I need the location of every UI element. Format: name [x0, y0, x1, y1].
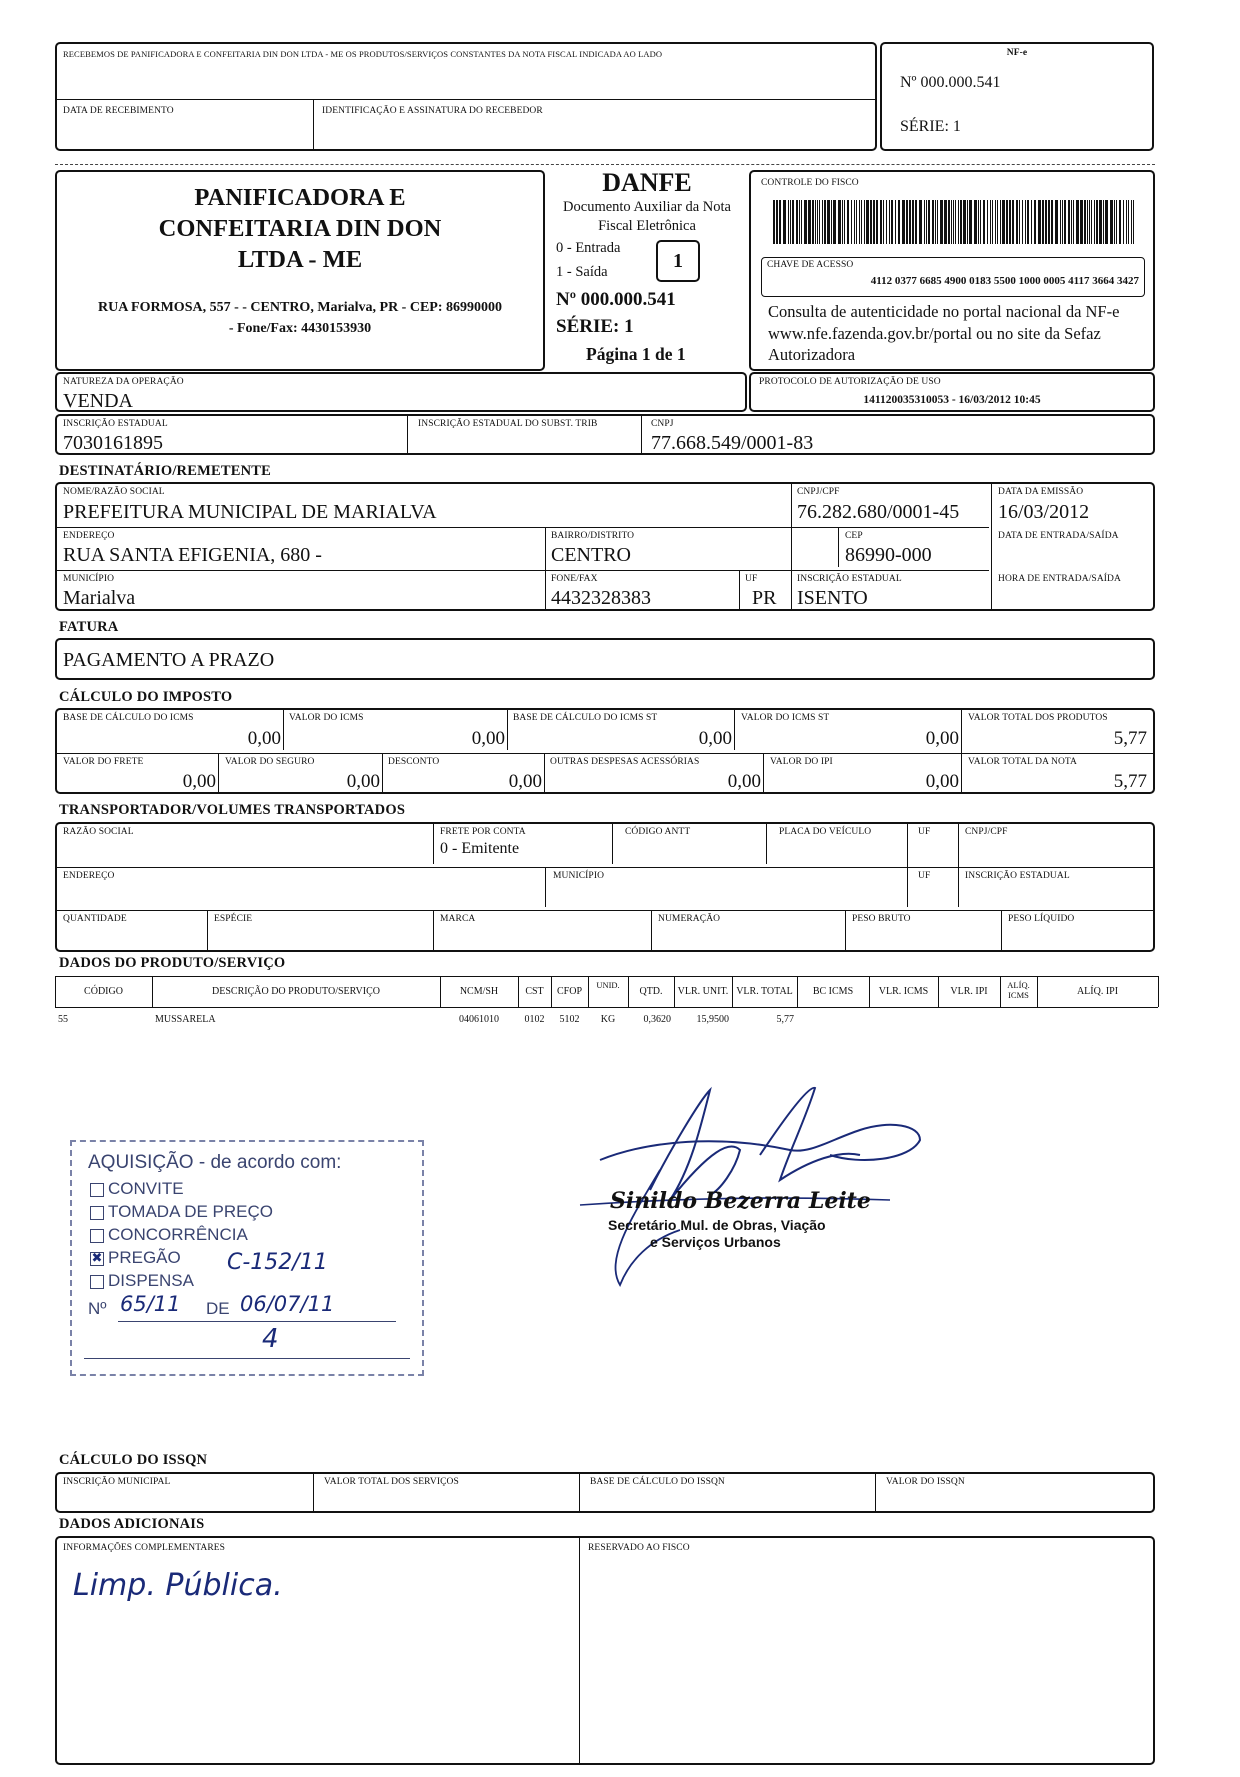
issqn-total-servicos-label: VALOR TOTAL DOS SERVIÇOS [324, 1477, 459, 1487]
produtos-cell: 55 [58, 1014, 68, 1025]
stamp-extra: 4 [262, 1324, 279, 1354]
protocolo-label: PROTOCOLO DE AUTORIZAÇÃO DE USO [759, 377, 941, 387]
table-row [55, 1007, 1158, 1036]
canhoto-serie: SÉRIE: 1 [900, 118, 961, 135]
imposto-box [55, 708, 1155, 794]
chave-label: CHAVE DE ACESSO [767, 260, 854, 270]
destinatario-box [55, 482, 1155, 611]
barcode-bar [919, 200, 922, 244]
barcode-bar [833, 200, 836, 244]
barcode-bar [1027, 200, 1029, 244]
barcode-bar [822, 200, 823, 244]
danfe-block [548, 168, 746, 371]
barcode-bar [854, 200, 855, 244]
barcode-bar [790, 200, 791, 244]
barcode-bar [851, 200, 852, 244]
barcode-bar [880, 200, 882, 244]
dest-hora-label: HORA DE ENTRADA/SAÍDA [998, 574, 1121, 584]
dest-municipio: Marialva [63, 587, 136, 609]
barcode-bar [987, 200, 988, 244]
barcode-bar [1051, 200, 1053, 244]
produtos-header-cell: DESCRIÇÃO DO PRODUTO/SERVIÇO [212, 986, 380, 997]
barcode-bar [1064, 200, 1066, 244]
signature-name: Sinildo Bezerra Leite [610, 1188, 871, 1214]
dest-emissao-label: DATA DA EMISSÃO [998, 487, 1084, 497]
danfe-subtitle: Documento Auxiliar da Nota Fiscal Eletrônica [563, 199, 731, 234]
produtos-header-cell: CFOP [556, 986, 582, 997]
chave-value: 4112 0377 6685 4900 0183 5500 1000 0005 4117 3664 3427 [870, 275, 1139, 287]
dest-uf: PR [752, 587, 777, 609]
transporte-section-title: TRANSPORTADOR/VOLUMES TRANSPORTADOS [59, 802, 406, 818]
transp-antt-label: CÓDIGO ANTT [625, 827, 691, 837]
transp-municipio-label: MUNICÍPIO [553, 871, 605, 881]
total-nota-label: VALOR TOTAL DA NOTA [968, 757, 1078, 767]
outras-label: OUTRAS DESPESAS ACESSÓRIAS [550, 757, 700, 767]
barcode-bar [1002, 200, 1005, 244]
ie-st-label: INSCRIÇÃO ESTADUAL DO SUBST. TRIB [418, 419, 598, 429]
transp-cnpj-label: CNPJ/CPF [965, 827, 1008, 837]
barcode-bar [980, 200, 981, 244]
natureza-value: VENDA [63, 390, 133, 412]
produtos-cell: 5,77 [776, 1014, 794, 1025]
barcode-bar [827, 200, 830, 244]
produtos-cell: 0,3620 [643, 1014, 671, 1025]
dest-fone-label: FONE/FAX [551, 574, 598, 584]
total-nota: 5,77 [1113, 771, 1147, 792]
ie-label: INSCRIÇÃO ESTADUAL [63, 419, 168, 429]
transp-peso-bruto-label: PESO BRUTO [852, 914, 911, 924]
barcode-bar [915, 200, 917, 244]
desconto: 0,00 [508, 771, 542, 792]
barcode-bar [1045, 200, 1047, 244]
barcode-bar [1110, 200, 1113, 244]
barcode-bar [997, 200, 998, 244]
produtos-section-title: DADOS DO PRODUTO/SERVIÇO [59, 955, 286, 971]
natureza-label: NATUREZA DA OPERAÇÃO [63, 377, 184, 387]
barcode-bar [831, 200, 832, 244]
stamp-numero-line [88, 1292, 408, 1324]
signature-role-line1: Secretário Mul. de Obras, Viação [608, 1217, 826, 1233]
barcode-bar [1031, 200, 1032, 244]
valor-st-label: VALOR DO ICMS ST [741, 713, 830, 723]
natureza-box [55, 372, 747, 412]
danfe-title: DANFE [602, 168, 692, 197]
barcode-bar [974, 200, 977, 244]
controle-fisco-label: CONTROLE DO FISCO [761, 178, 859, 188]
barcode-bar [928, 200, 930, 244]
barcode-bar [955, 200, 956, 244]
checkbox-icon: ✖ [91, 1251, 103, 1266]
total-produtos-label: VALOR TOTAL DOS PRODUTOS [968, 713, 1108, 723]
dest-ie-label: INSCRIÇÃO ESTADUAL [797, 574, 902, 584]
transp-frete: 0 - Emitente [440, 840, 520, 857]
barcode-bar [1019, 200, 1020, 244]
barcode-bar [940, 200, 943, 244]
barcode-bar [889, 200, 890, 244]
outras: 0,00 [727, 771, 761, 792]
transp-ie-label: INSCRIÇÃO ESTADUAL [965, 871, 1070, 881]
seguro-label: VALOR DO SEGURO [225, 757, 315, 767]
barcode-bar [1038, 200, 1041, 244]
barcode-bar [969, 200, 972, 244]
barcode-bar [902, 200, 905, 244]
dest-bairro: CENTRO [551, 544, 631, 566]
barcode-bar [1076, 200, 1079, 244]
canhoto-nfe-box [880, 42, 1154, 151]
barcode-bar [1042, 200, 1044, 244]
base-icms: 0,00 [247, 728, 281, 749]
barcode-bar [859, 200, 860, 244]
barcode-bar [983, 200, 985, 244]
barcode-bar [883, 200, 884, 244]
info-complementares-label: INFORMAÇÕES COMPLEMENTARES [63, 1543, 226, 1553]
total-produtos: 5,77 [1113, 728, 1147, 749]
barcode-bar [801, 200, 802, 244]
barcode-bar [898, 200, 900, 244]
frete-label: VALOR DO FRETE [63, 757, 144, 767]
stamp-option-label: CONCORRÊNCIA [108, 1225, 248, 1244]
barcode-bar [895, 200, 896, 244]
barcode-bar [958, 200, 959, 244]
issqn-base-label: BASE DE CÁLCULO DO ISSQN [590, 1477, 725, 1487]
stamp-data: 06/07/11 [240, 1292, 335, 1316]
cut-line [55, 164, 1155, 165]
barcode-bar [856, 200, 857, 244]
barcode-bar [1016, 200, 1018, 244]
dest-emissao: 16/03/2012 [998, 501, 1090, 523]
transp-razao-label: RAZÃO SOCIAL [63, 827, 134, 837]
barcode-bar [909, 200, 911, 244]
barcode-bar [1068, 200, 1070, 244]
stamp-numero: 65/11 [120, 1292, 181, 1316]
barcode-bar [1012, 200, 1014, 244]
barcode-bar [873, 200, 875, 244]
fatura-box [55, 638, 1155, 680]
dest-cep: 86990-000 [845, 544, 932, 566]
barcode-bar [817, 200, 818, 244]
barcode-bar [1131, 200, 1132, 244]
canhoto-receipt-text: RECEBEMOS DE PANIFICADORA E CONFEITARIA DIN DON LTDA - ME OS PRODUTOS/SERVIÇOS CONSTANTES DA NOTA FISCAL INDICADA AO LADO [63, 49, 663, 59]
barcode-bar [864, 200, 865, 244]
issqn-section-title: CÁLCULO DO ISSQN [59, 1452, 208, 1468]
dest-cep-label: CEP [845, 531, 863, 541]
dest-municipio-label: MUNICÍPIO [63, 574, 115, 584]
stamp-title: AQUISIÇÃO - de acordo com: [88, 1152, 342, 1173]
danfe-tipo-box: 1 [656, 240, 700, 282]
danfe-saida: 1 - Saída [556, 264, 608, 280]
fatura-text: PAGAMENTO A PRAZO [63, 649, 275, 671]
produtos-header-cell: CST [525, 986, 544, 997]
imposto-section-title: CÁLCULO DO IMPOSTO [59, 689, 233, 705]
seguro: 0,00 [346, 771, 380, 792]
barcode-bar [819, 200, 820, 244]
barcode-bar [815, 200, 816, 244]
produtos-cell: MUSSARELA [155, 1014, 216, 1025]
transporte-box [55, 822, 1155, 952]
barcode-bar [792, 200, 794, 244]
barcode-bar [783, 200, 786, 244]
barcode-bar [847, 200, 849, 244]
barcode-bar [1060, 200, 1061, 244]
fisco-box [749, 170, 1155, 371]
barcode-bar [935, 200, 936, 244]
barcode-bar [1009, 200, 1011, 244]
produtos-cell: 04061010 [459, 1014, 499, 1025]
barcode-bar [1119, 200, 1121, 244]
barcode-bar [773, 200, 775, 244]
stamp-de-label: DE [206, 1299, 230, 1318]
barcode-bar [1096, 200, 1098, 244]
ie-value: 7030161895 [63, 432, 163, 454]
barcode-bar [842, 200, 843, 244]
barcode-bar [1025, 200, 1026, 244]
canhoto-nfe-label: NF-e [1006, 48, 1028, 58]
checkbox-icon [90, 1229, 104, 1243]
barcode-bar [796, 200, 798, 244]
barcode-bar [963, 200, 966, 244]
transp-placa-label: PLACA DO VEÍCULO [779, 827, 872, 837]
dest-nome-label: NOME/RAZÃO SOCIAL [63, 487, 165, 497]
barcode-bar [1006, 200, 1008, 244]
barcode-bar [1114, 200, 1115, 244]
acquisition-stamp [70, 1140, 424, 1376]
barcode-bar [1103, 200, 1104, 244]
barcode-bar [799, 200, 800, 244]
barcode-bar [876, 200, 878, 244]
barcode-bar [1126, 200, 1127, 244]
checkbox-icon [90, 1206, 104, 1220]
dest-entrada-saida-label: DATA DE ENTRADA/SAÍDA [998, 531, 1119, 541]
ie-box [55, 414, 1155, 455]
barcode-bar [944, 200, 947, 244]
protocolo-value: 141120035310053 - 16/03/2012 10:45 [863, 394, 1041, 406]
transp-marca-label: MARCA [440, 914, 476, 924]
produtos-cell: 15,9500 [696, 1014, 729, 1025]
frete: 0,00 [182, 771, 216, 792]
info-handwritten: Limp. Pública. [73, 1568, 283, 1603]
barcode-bar [870, 200, 872, 244]
barcode-bar [953, 200, 954, 244]
barcode-bar [788, 200, 789, 244]
barcode-bar [912, 200, 914, 244]
barcode-bar [1034, 200, 1036, 244]
cnpj-value: 77.668.549/0001-83 [651, 432, 814, 454]
dest-endereco: RUA SANTA EFIGENIA, 680 - [63, 544, 322, 566]
transp-peso-liquido-label: PESO LÍQUIDO [1008, 914, 1075, 924]
base-icms-label: BASE DE CÁLCULO DO ICMS [63, 713, 194, 723]
adicionais-box [55, 1536, 1155, 1765]
dest-fone: 4432328383 [551, 587, 651, 609]
produtos-cell: KG [600, 1014, 616, 1025]
base-st-label: BASE DE CÁLCULO DO ICMS ST [513, 713, 658, 723]
produtos-header-cell: VLR. TOTAL [736, 986, 793, 997]
barcode-bar [838, 200, 841, 244]
protocolo-box [749, 372, 1155, 412]
produtos-header-cell: NCM/SH [459, 986, 499, 997]
stamp-option-label: TOMADA DE PREÇO [108, 1202, 273, 1221]
produtos-header-cell: VLR. UNIT. [677, 986, 729, 997]
produtos-header-cell: ALÍQ. ICMS [1007, 980, 1030, 1000]
barcode-bar [992, 200, 993, 244]
barcode-bar [1091, 200, 1092, 244]
danfe-entrada: 0 - Entrada [556, 240, 621, 256]
emitente-name: PANIFICADORA E CONFEITARIA DIN DON LTDA - ME [158, 184, 442, 273]
canhoto-number: Nº 000.000.541 [900, 74, 1001, 91]
barcode-bar [1116, 200, 1117, 244]
barcode-bar [926, 200, 927, 244]
dest-cnpj: 76.282.680/0001-45 [797, 501, 960, 523]
valor-st: 0,00 [925, 728, 959, 749]
stamp-option-label: PREGÃO [108, 1248, 181, 1267]
transp-endereco-label: ENDEREÇO [63, 871, 115, 881]
barcode-bar [932, 200, 934, 244]
barcode-bar [1073, 200, 1074, 244]
barcode-bar [824, 200, 826, 244]
barcode-bar [1128, 200, 1129, 244]
signature-role-line2: e Serviços Urbanos [650, 1234, 781, 1250]
barcode-bar [886, 200, 887, 244]
issqn-box [55, 1472, 1155, 1513]
fatura-section-title: FATURA [59, 619, 119, 635]
barcode-bar [1123, 200, 1124, 244]
signature-block [560, 1080, 940, 1300]
stamp-option-label: DISPENSA [108, 1271, 194, 1290]
barcode-bar [978, 200, 979, 244]
barcode-bar [924, 200, 925, 244]
produtos-header-cell: UNID. [596, 980, 620, 990]
issqn-im-label: INSCRIÇÃO MUNICIPAL [63, 1477, 171, 1487]
stamp-numero-prefix: Nº [88, 1299, 107, 1318]
barcode-bar [1105, 200, 1108, 244]
produtos-cell: 0102 [524, 1014, 545, 1025]
barcode [773, 200, 1135, 244]
barcode-bar [1133, 200, 1134, 244]
transp-frete-label: FRETE POR CONTA [440, 827, 526, 837]
dest-ie: ISENTO [797, 587, 868, 609]
barcode-bar [1099, 200, 1102, 244]
danfe-pagina: Página 1 de 1 [586, 344, 686, 364]
transp-uf2-label: UF [918, 871, 931, 881]
barcode-bar [1000, 200, 1001, 244]
produtos-header-cell: BC ICMS [812, 986, 854, 997]
produtos-header-cell: CÓDIGO [84, 986, 123, 997]
barcode-bar [812, 200, 814, 244]
canhoto-box [55, 42, 877, 151]
barcode-bar [808, 200, 811, 244]
dest-endereco-label: ENDEREÇO [63, 531, 115, 541]
barcode-bar [960, 200, 962, 244]
barcode-bar [1094, 200, 1095, 244]
transp-especie-label: ESPÉCIE [214, 914, 253, 924]
danfe-serie: SÉRIE: 1 [556, 316, 634, 337]
barcode-bar [906, 200, 908, 244]
produtos-header-row [55, 976, 1158, 1007]
destinatario-section-title: DESTINATÁRIO/REMETENTE [59, 463, 272, 479]
checkbox-icon [90, 1183, 104, 1197]
produtos-table [55, 976, 1158, 1036]
dest-uf-label: UF [745, 574, 758, 584]
checkbox-icon [90, 1275, 104, 1289]
dest-nome: PREFEITURA MUNICIPAL DE MARIALVA [63, 501, 437, 523]
canhoto-date-label: DATA DE RECEBIMENTO [63, 106, 174, 116]
barcode-bar [1089, 200, 1090, 244]
transp-numeracao-label: NUMERAÇÃO [658, 914, 721, 924]
barcode-bar [948, 200, 950, 244]
valor-icms: 0,00 [471, 728, 505, 749]
emitente-address: RUA FORMOSA, 557 - - CENTRO, Marialva, PR - CEP: 86990000 [97, 300, 503, 315]
barcode-bar [937, 200, 938, 244]
produtos-cell: 5102 [559, 1014, 580, 1025]
transp-uf-label: UF [918, 827, 931, 837]
barcode-bar [990, 200, 991, 244]
barcode-bar [844, 200, 845, 244]
reservado-fisco-label: RESERVADO AO FISCO [588, 1543, 690, 1553]
canhoto-signature-label: IDENTIFICAÇÃO E ASSINATURA DO RECEBEDOR [322, 106, 543, 116]
barcode-bar [951, 200, 952, 244]
barcode-bar [1062, 200, 1063, 244]
stamp-option-label: CONVITE [108, 1179, 184, 1198]
barcode-bar [1087, 200, 1088, 244]
consulta-text: Consulta de autenticidade no portal nacional da NF-e www.nfe.fazenda.gov.br/portal ou no site da Sefaz Autorizadora [768, 302, 1120, 364]
barcode-bar [804, 200, 807, 244]
chave-box [761, 257, 1145, 297]
barcode-bar [995, 200, 996, 244]
barcode-bar [1080, 200, 1083, 244]
dest-cnpj-label: CNPJ/CPF [797, 487, 840, 497]
barcode-bar [1022, 200, 1023, 244]
dest-bairro-label: BAIRRO/DISTRITO [551, 531, 635, 541]
produtos-header-cell: VLR. IPI [950, 986, 988, 997]
ipi: 0,00 [925, 771, 959, 792]
danfe-number: Nº 000.000.541 [556, 289, 676, 310]
produtos-header-cell: QTD. [639, 986, 663, 997]
barcode-bar [779, 200, 781, 244]
produtos-header-cell: VLR. ICMS [878, 986, 929, 997]
barcode-bar [866, 200, 869, 244]
barcode-bar [891, 200, 893, 244]
barcode-bar [861, 200, 862, 244]
emitente-box [55, 170, 545, 371]
stamp-pregao-note: C-152/11 [227, 1250, 328, 1275]
adicionais-section-title: DADOS ADICIONAIS [59, 1516, 205, 1532]
barcode-bar [1084, 200, 1086, 244]
barcode-bar [1048, 200, 1050, 244]
issqn-valor-label: VALOR DO ISSQN [886, 1477, 965, 1487]
base-st: 0,00 [698, 728, 732, 749]
ipi-label: VALOR DO IPI [770, 757, 833, 767]
produtos-header-cell: ALÍQ. IPI [1076, 986, 1119, 997]
desconto-label: DESCONTO [388, 757, 440, 767]
valor-icms-label: VALOR DO ICMS [289, 713, 364, 723]
barcode-bar [1071, 200, 1072, 244]
cnpj-label: CNPJ [651, 419, 674, 429]
transp-quantidade-label: QUANTIDADE [63, 914, 127, 924]
barcode-bar [967, 200, 968, 244]
emitente-phone: - Fone/Fax: 4430153930 [228, 321, 372, 336]
barcode-bar [776, 200, 778, 244]
barcode-bar [1055, 200, 1058, 244]
